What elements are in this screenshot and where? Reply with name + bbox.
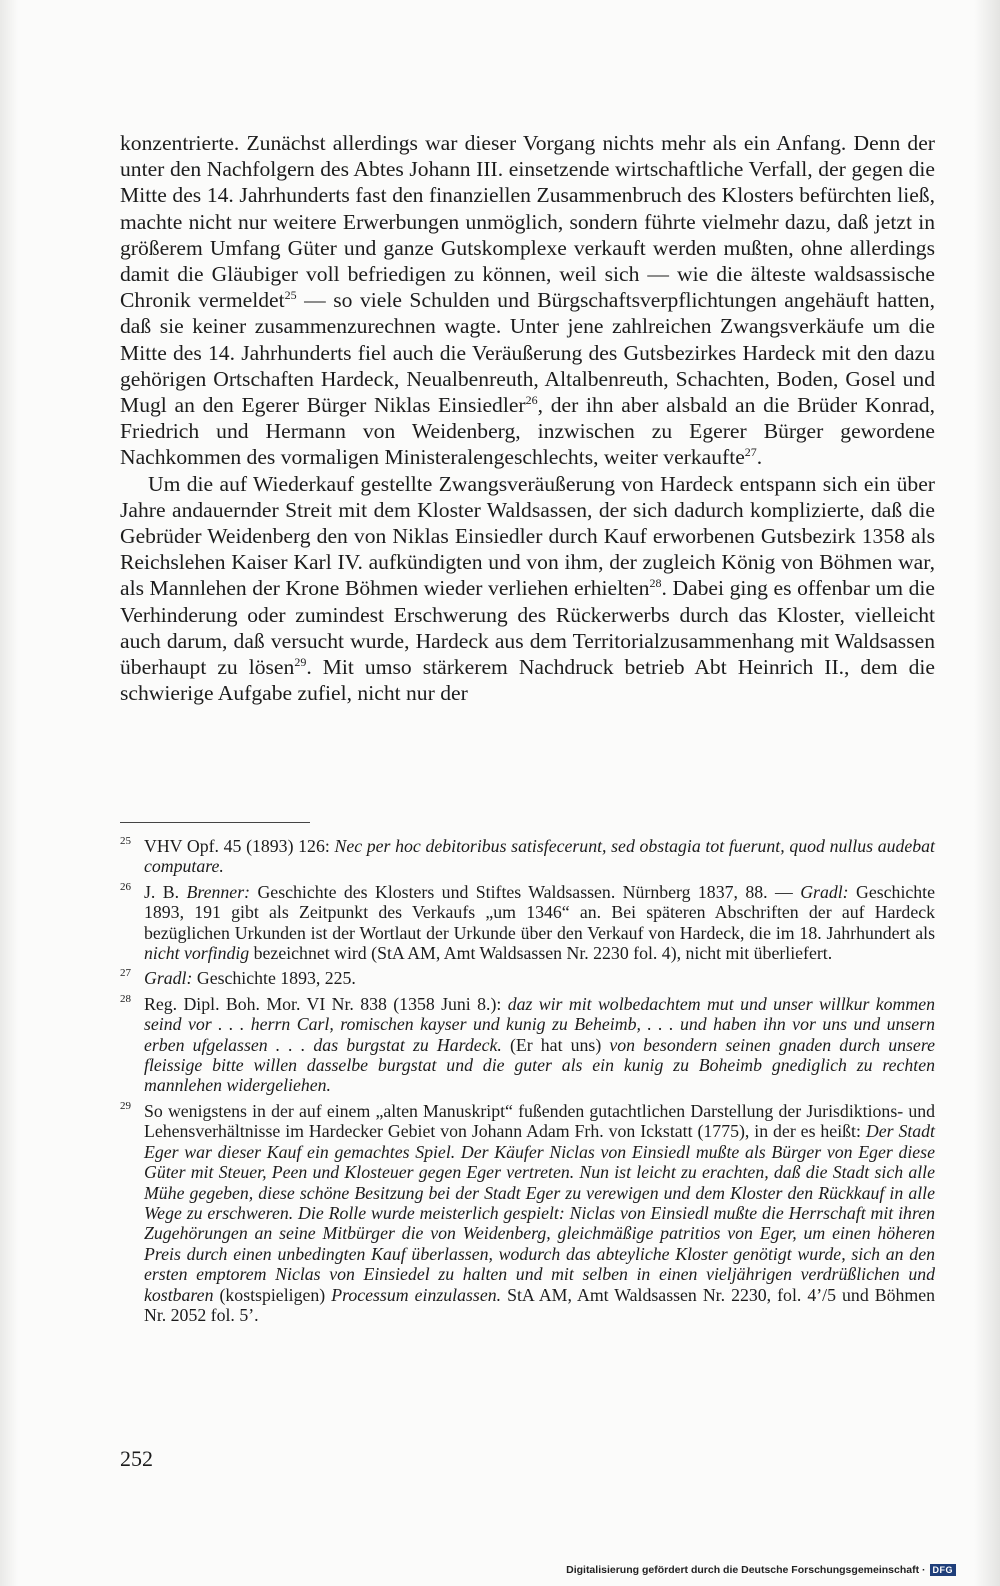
footnote-quote: Nec per hoc debitoribus satisfecerunt, sed obstagia tot fuerunt, quod nullus audebat computare.	[144, 836, 935, 877]
text-run: .	[756, 445, 763, 470]
author-name: Gradl:	[800, 881, 849, 902]
footnote-text: bezeichnet wird (StA AM, Amt Waldsassen Nr. 2230 fol. 4), nicht mit überliefert.	[249, 943, 833, 964]
text-run: , der ihn aber alsbald an die Brüder Konrad, Friedrich und Hermann von Weidenberg, inzwischen zu Egerer Bürger gewordene Nachkommen des vormaligen Ministeralengeschlechts, weiter verkaufte	[120, 393, 935, 470]
footnote-text: Geschichte des Klosters und Stiftes Waldsassen. Nürnberg 1837, 88. —	[250, 881, 801, 902]
text-run: . Dabei ging es offenbar um die Verhinderung oder zumindest Erschwerung des Rückerwerbs durch das Kloster, vielleicht auch darum, daß versucht wurde, Hardeck aus dem Territorialzusammenhang mit Waldsassen überhaupt zu lösen	[120, 576, 935, 680]
text-run: konzentrierte. Zunächst allerdings war dieser Vorgang nichts mehr als ein Anfang. Denn der unter den Nachfolgern des Abtes Johann III. einsetzende wirtschaftliche Verfall, der gegen die Mitte des 14. Jahrhunderts fast den finanziellen Zusammenbruch des Klosters befürchten ließ, machte nicht nur weitere Erwerbungen unmöglich, sondern führte vielmehr dazu, daß jetzt in größerem Umfang Güter und ganze Gutskomplexe verkauft werden mußten, ohne allerdings damit die Gläubiger voll befriedigen zu können, weil sich — wie die älteste waldsassische Chronik vermeldet	[120, 131, 935, 313]
main-text	[120, 130, 935, 706]
footnote-text: J. B.	[144, 881, 187, 902]
footnote-quote: Processum einzulassen.	[331, 1284, 502, 1305]
footnote-text: So wenigstens in der auf einem „alten Manuskript“ fußenden gutachtlichen Darstellung der Jurisdiktions- und Lehensverhältnisse im Hardecker Gebiet von Johann Adam Frh. von Ickstatt (1775), in der es heißt:	[144, 1100, 935, 1142]
footnote-separator	[120, 822, 310, 823]
page-number: 252	[120, 1446, 153, 1471]
footnote-29	[120, 1101, 935, 1325]
text-run: — so viele Schulden und Bürgschaftsverpflichtungen angehäuft hatten, daß sie keiner zusammenzurechnen wagte. Unter jene zahlreichen Zwangsverkäufe um die Mitte des 14. Jahrhunderts fiel auch die Veräußerung des Gutsbezirkes Hardeck mit den dazu gehörigen Ortschaften Hardeck, Neualbenreuth, Altalbenreuth, Schachten, Boden, Gosel und Mugl an den Egerer Bürger Niklas Einsiedler	[120, 288, 935, 418]
footnote-ref[interactable]: 26	[525, 392, 538, 407]
paragraph-2	[120, 471, 935, 707]
footnote-quote: von besondern seinen gnaden durch unsere fleissige bitte willen dasselbe burgstat und die guter als ein kunig zu Boheimb gnediglich zu rechten mannlehen widergeliehen.	[144, 1034, 935, 1096]
footnote-text: (kostspieligen)	[213, 1284, 332, 1305]
footnotes	[120, 836, 935, 1330]
author-name: Gradl:	[144, 968, 193, 989]
paragraph-1	[120, 130, 935, 471]
footnote-number: 25	[120, 835, 131, 847]
footnote-number: 26	[120, 880, 131, 893]
scan-shadow-left	[0, 0, 18, 1586]
credit-text: Digitalisierung gefördert durch die Deutsche Forschungsgemeinschaft ·	[566, 1564, 926, 1576]
footnote-text: (Er hat uns)	[501, 1034, 610, 1055]
footnote-27	[120, 968, 935, 988]
footnote-text: StA AM, Amt Waldsassen Nr. 2230, fol. 4’/5 und Böhmen Nr. 2052 fol. 5’.	[144, 1284, 935, 1325]
footnote-number: 29	[120, 1099, 131, 1112]
footnote-text: VHV Opf. 45 (1893) 126:	[144, 836, 335, 856]
footnote-ref[interactable]: 25	[284, 288, 297, 303]
footnote-ref[interactable]: 27	[744, 445, 757, 460]
text-run: . Mit umso stärkerem Nachdruck betrieb Abt Heinrich II., dem die schwierige Aufgabe zufiel, nicht nur der	[120, 655, 935, 706]
footnote-25	[120, 836, 935, 877]
author-name: Brenner:	[186, 881, 251, 902]
footnote-26	[120, 882, 935, 964]
footnote-text: Geschichte 1893, 191 gibt als Zeitpunkt des Verkaufs „um 1346“ an. Bei späteren Abschriften der auf Hardeck bezüglichen Urkunden ist der Wortlaut der Urkunde über den Verkauf von Hardeck, die im 18. Jahrhundert als	[144, 881, 936, 943]
footnote-quote: nicht vorfindig	[144, 943, 250, 964]
footnote-text: Geschichte 1893, 225.	[192, 968, 356, 989]
dfg-logo: DFG	[930, 1564, 957, 1576]
text-run: Um die auf Wiederkauf gestellte Zwangsveräußerung von Hardeck entspann sich ein über Jahre andauernder Streit mit dem Kloster Waldsassen, der sich dadurch komplizierte, daß die Gebrüder Weidenberg den von Niklas Einsiedler durch Kauf erworbenen Gutsbezirk 1358 als Reichslehen Kaiser Karl IV. aufkündigten und von ihm, der zugleich König von Böhmen war, als Mannlehen der Krone Böhmen wieder verliehen erhielten	[120, 471, 935, 601]
footnote-ref[interactable]: 28	[649, 576, 662, 591]
footnote-number: 28	[120, 992, 131, 1005]
footnote-number: 27	[120, 967, 131, 980]
footnote-quote: daz wir mit wolbedachtem mut und unser willkur kommen seind vor . . . herrn Carl, romischen kayser und kunig zu Beheimb, . . . und haben ihn vor uns und unsern erben ufgelassen . . . das burgstat zu Hardeck.	[144, 993, 935, 1055]
scan-shadow-right	[974, 0, 1000, 1586]
footnote-ref[interactable]: 29	[294, 654, 307, 669]
footnote-text: Reg. Dipl. Boh. Mor. VI Nr. 838 (1358 Juni 8.):	[144, 993, 508, 1014]
footnote-28	[120, 994, 935, 1096]
footnote-quote: Der Stadt Eger war dieser Kauf ein gemachtes Spiel. Der Käufer Niclas von Einsiedl mußte als Bürger von Eger diese Güter mit Steuer, Peen und Klosteuer gegen Eger vertreten. Nun ist leicht zu erachten, daß die Stadt sich alle Mühe gegeben, diese schöne Besitzung bei der Stadt Eger zu verewigen und dem Kloster den Rückkauf in alle Wege zu erschweren. Die Rolle wurde meisterlich gespielt: Niclas von Einsiedl mußte die Herrschaft mit ihren Zugehörungen an seine Mitbürger die von Weidenberg, gleichmäßige patritios von Eger, um einen höheren Preis durch einen unbedingten Kauf überlassen, wodurch das abteyliche Kloster genötigt wurde, sich an den ersten emptorem Niclas von Einsiedel zu halten und mit selben in einen vieljährigen verdrüßlichen und kostbaren	[144, 1121, 935, 1305]
digitization-credit	[566, 1564, 956, 1576]
